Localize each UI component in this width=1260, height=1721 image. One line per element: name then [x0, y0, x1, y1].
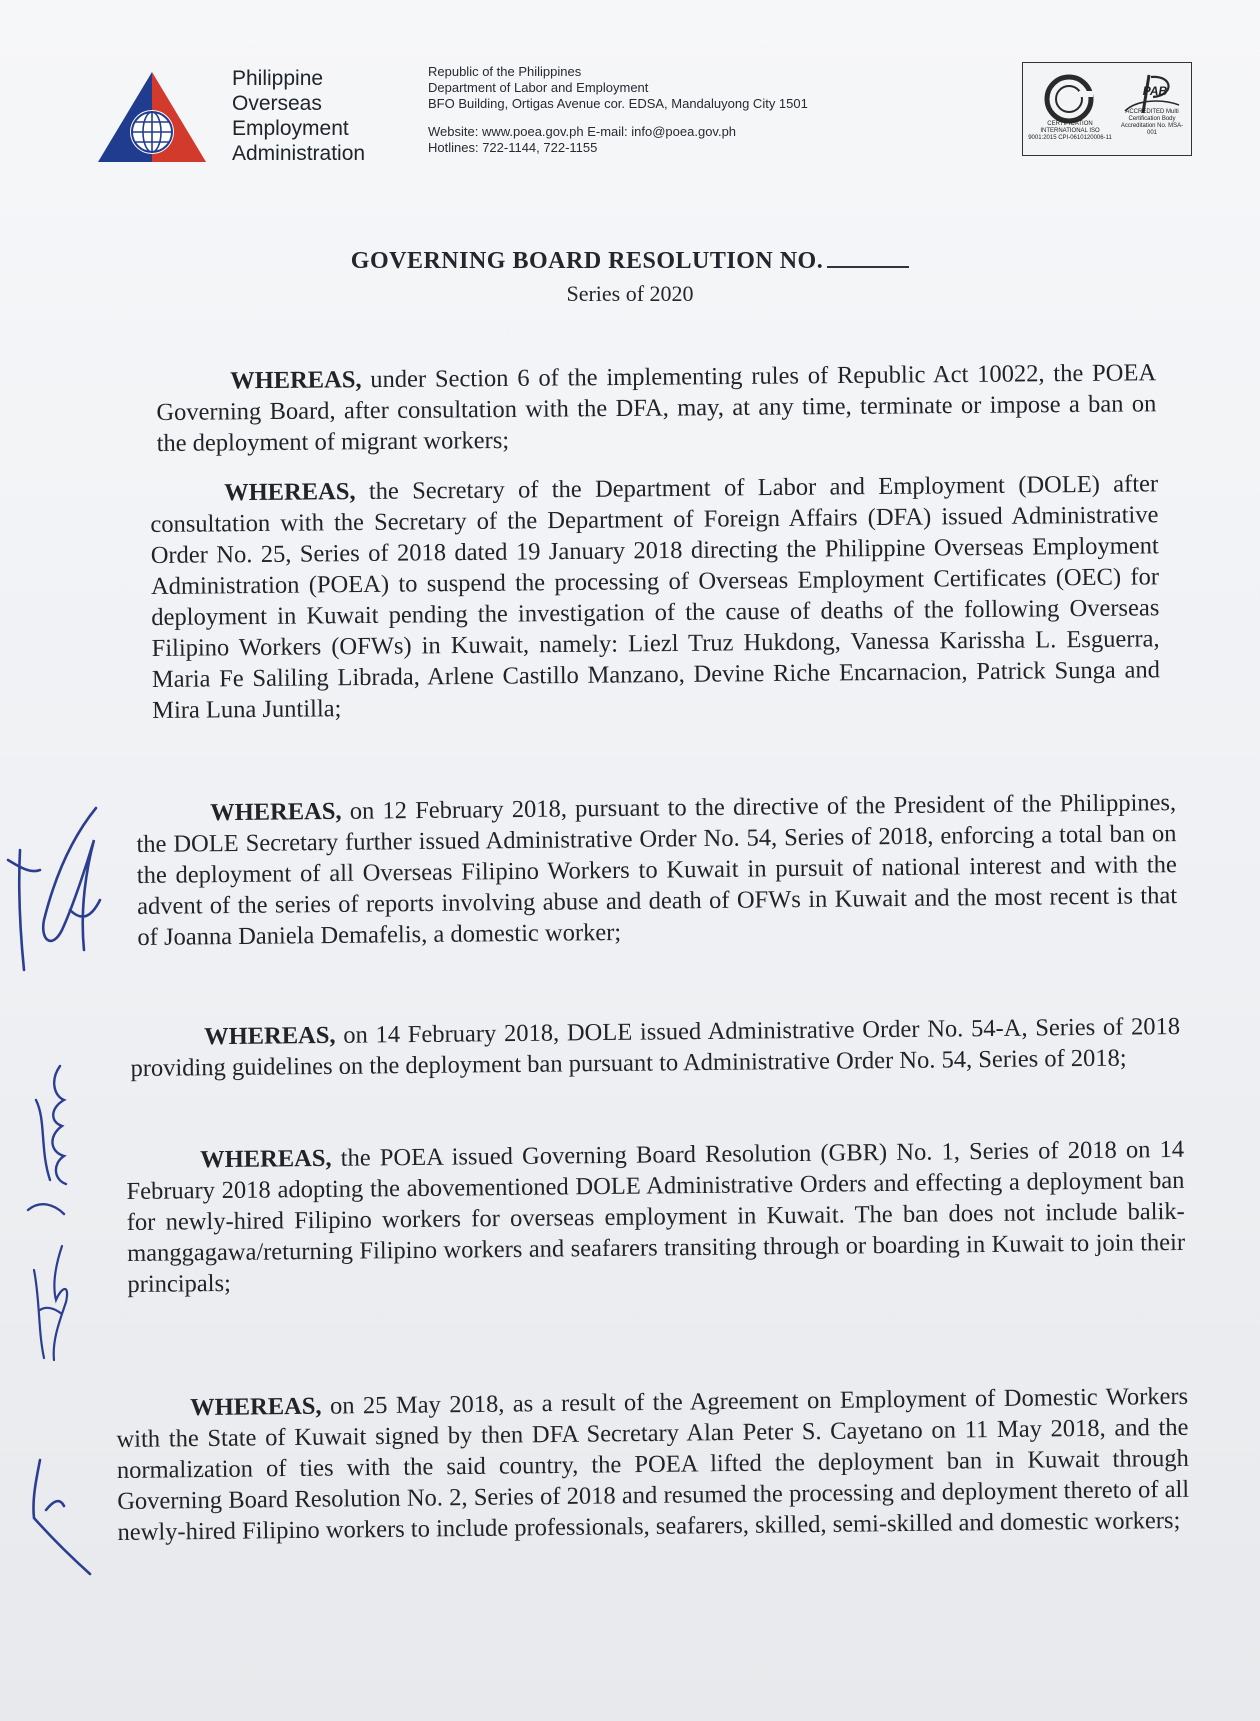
- margin-signature: [20, 1060, 80, 1220]
- agency-name: [232, 66, 422, 166]
- whereas-keyword: WHEREAS,: [204, 1021, 336, 1051]
- paragraph-text: under Section 6 of the implementing rules of Republic Act 10022, the POEA Governing Board, after consultation with the DFA, may, at any time, terminate or impose a ban on the deployment of migrant workers;: [156, 359, 1157, 457]
- resolution-number-blank: [827, 248, 909, 268]
- whereas-paragraph: [150, 468, 1160, 726]
- agency-name-line: Employment: [232, 117, 349, 140]
- website-email-line: Website: www.poea.gov.ph E-mail: info@poea.gov.ph: [428, 124, 737, 139]
- whereas-paragraph: [136, 787, 1178, 953]
- whereas-paragraph: [130, 1011, 1181, 1084]
- whereas-keyword: WHEREAS,: [224, 478, 356, 507]
- margin-signature: [0, 800, 110, 990]
- pab-label: PAB: [1142, 84, 1168, 98]
- whereas-keyword: WHEREAS,: [200, 1144, 332, 1174]
- whereas-keyword: WHEREAS,: [230, 366, 362, 395]
- paragraph-text: on 25 May 2018, as a result of the Agreement on Employment of Domestic Workers with the State of Kuwait signed by then DFA Secretary Alan Peter S. Cayetano on 11 May 2018, and the normalization of ties with the said country, the POEA lifted the deployment ban in Kuwait through Governing Board Resolution No. 2, Series of 2018 and resumed the processing and deployment thereto of all newly-hired Filipino workers to include professionals, seafarers, skilled, semi-skilled and domestic workers;: [116, 1382, 1190, 1546]
- address-line: BFO Building, Ortigas Avenue cor. EDSA, Mandaluyong City 1501: [428, 96, 808, 111]
- whereas-keyword: WHEREAS,: [190, 1392, 322, 1422]
- series-subtitle: Series of 2020: [566, 281, 694, 306]
- whereas-paragraph: [126, 1134, 1186, 1300]
- pab-accreditation-text: ACCREDITED Multi Certification Body Accreditation No. MSA-001: [1120, 109, 1184, 136]
- department-line: Department of Labor and Employment: [428, 80, 649, 95]
- agency-contact-block: [428, 64, 948, 156]
- certification-badges: [1022, 62, 1192, 156]
- whereas-paragraph: [116, 1381, 1190, 1548]
- margin-signature: [10, 1440, 100, 1580]
- resolution-title: GOVERNING BOARD RESOLUTION NO.: [350, 248, 824, 274]
- iso-certification-text: CERTIFICATION INTERNATIONAL ISO 9001:2015 CPI-0610120006-11: [1028, 121, 1112, 141]
- agency-name-line: Overseas: [232, 92, 322, 115]
- paragraph-text: the Secretary of the Department of Labor and Employment (DOLE) after consultation with the Secretary of the Department of Foreign Affairs (DFA) issued Administrative Order No. 25, Series of 2018 dated 19 January 2018 directing the Philippine Overseas Employment Administration (POEA) to suspend the processing of Overseas Employment Certificates (OEC) for deployment in Kuwait pending the investigation of the cause of deaths of the following Overseas Filipino Workers (OFWs) in Kuwait, namely: Liezl Truz Hukdong, Vanessa Karissha L. Esguerra, Maria Fe Saliling Librada, Arlene Castillo Manzano, Devine Riche Encarnacion, Patrick Sunga and Mira Luna Juntilla;: [150, 470, 1161, 724]
- republic-line: Republic of the Philippines: [428, 64, 582, 79]
- margin-signature: [22, 1240, 82, 1370]
- whereas-paragraph: [156, 357, 1157, 459]
- paragraph-text: on 14 February 2018, DOLE issued Administrative Order No. 54-A, Series of 2018 providing guidelines on the deployment ban pursuant to Administrative Order No. 54, Series of 2018;: [130, 1013, 1181, 1082]
- paragraph-text: the POEA issued Governing Board Resolution (GBR) No. 1, Series of 2018 on 14 February 2018 adopting the abovementioned DOLE Administrative Orders and effecting a deployment ban for newly-hired Filipino workers for overseas employment in Kuwait. The ban does not include balik-manggagawa/returning Filipino workers and seafarers transiting through or boarding in Kuwait to join their principals;: [126, 1135, 1186, 1298]
- poea-logo-icon: [96, 70, 208, 165]
- whereas-keyword: WHEREAS,: [210, 797, 342, 827]
- hotlines-line: Hotlines: 722-1144, 722-1155: [428, 140, 598, 155]
- agency-name-line: Administration: [232, 142, 366, 165]
- page-title: [0, 248, 1260, 275]
- agency-name-line: Philippine: [232, 67, 324, 90]
- paragraph-text: on 12 February 2018, pursuant to the directive of the President of the Philippines, the DOLE Secretary further issued Administrative Order No. 54, Series of 2018, enforcing a total ban on the deployment of all Overseas Filipino Workers to Kuwait in pursuit of national interest and with the advent of the series of reports involving abuse and death of OFWs in Kuwait and the most recent is that of Joanna Daniela Demafelis, a domestic worker;: [136, 789, 1178, 951]
